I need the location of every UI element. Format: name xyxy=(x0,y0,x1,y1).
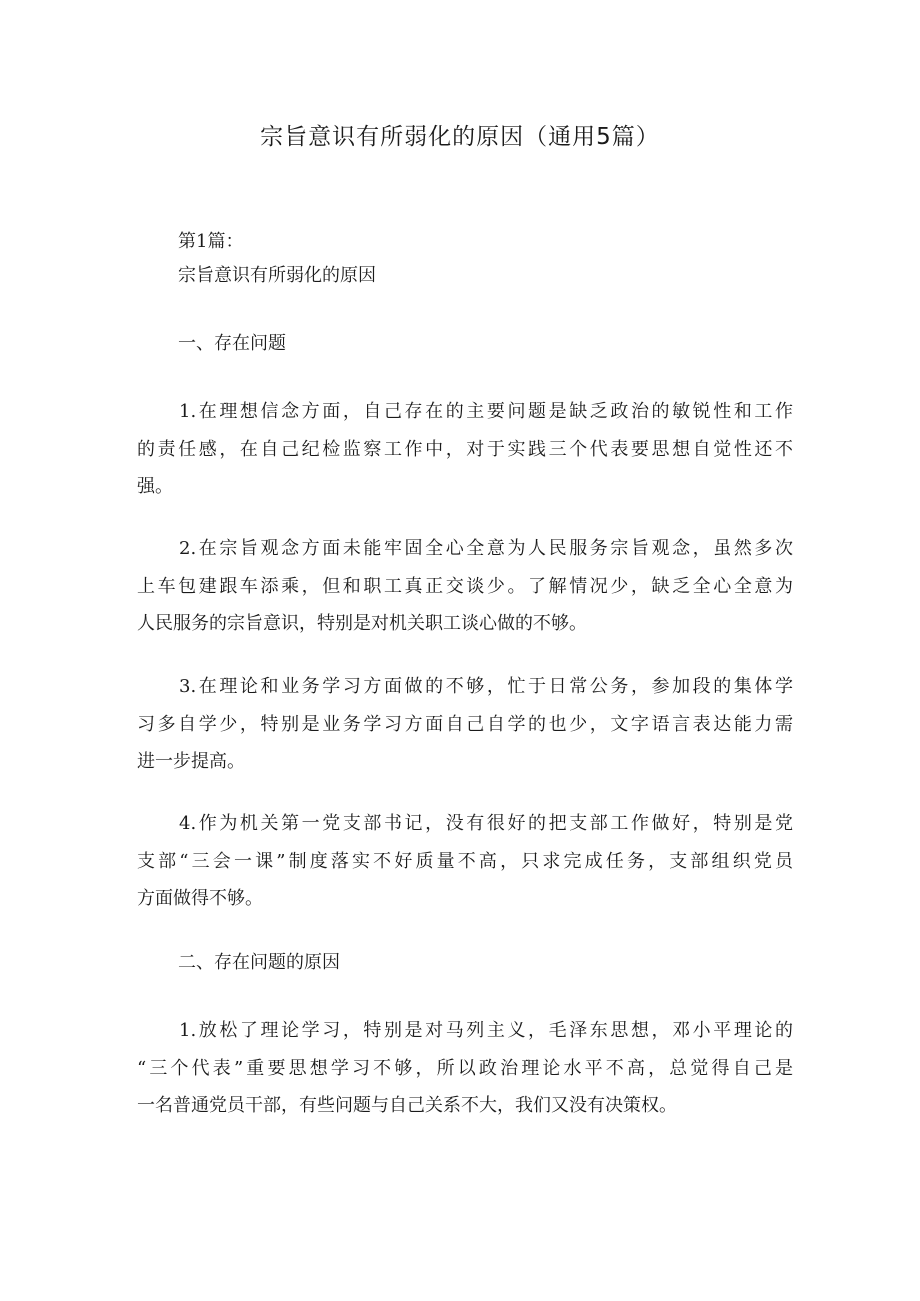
paragraph-line: 上车包建跟车添乘，但和职工真正交谈少。了解情况少，缺乏全心全意为 xyxy=(137,575,793,597)
paragraph-line: 人民服务的宗旨意识，特别是对机关职工谈心做的不够。 xyxy=(137,613,587,634)
problem-item-1 xyxy=(137,393,793,506)
document-title: 宗旨意识有所弱化的原因（通用5篇） xyxy=(260,124,660,150)
paragraph-line: 1.放松了理论学习，特别是对马列主义，毛泽东思想，邓小平理论的 xyxy=(179,1020,793,1041)
paragraph-line: 进一步提高。 xyxy=(137,751,245,772)
paragraph-line: 习多自学少，特别是业务学习方面自己自学的也少，文字语言表达能力需 xyxy=(137,713,793,735)
paragraph-line: 1.在理想信念方面，自己存在的主要问题是缺乏政治的敏锐性和工作 xyxy=(179,401,793,422)
article-title: 宗旨意识有所弱化的原因 xyxy=(178,265,376,286)
section-heading-problems: 一、存在问题 xyxy=(178,333,286,354)
paragraph-line: 支部“三会一课”制度落实不好质量不高，只求完成任务，支部组织党员 xyxy=(137,850,793,872)
section-heading-causes: 二、存在问题的原因 xyxy=(178,952,340,973)
paragraph-line: 方面做得不够。 xyxy=(137,888,263,909)
paragraph-line: 的责任感，在自己纪检监察工作中，对于实践三个代表要思想自觉性还不 xyxy=(137,438,793,460)
paragraph-line: 一名普通党员干部，有些问题与自己关系不大，我们又没有决策权。 xyxy=(137,1095,677,1116)
cause-item-1 xyxy=(137,1012,793,1125)
paragraph-line: 强。 xyxy=(137,476,173,497)
paragraph-line: 2.在宗旨观念方面未能牢固全心全意为人民服务宗旨观念，虽然多次 xyxy=(179,538,793,559)
problem-item-4 xyxy=(137,805,793,918)
paragraph-line: “三个代表”重要思想学习不够，所以政治理论水平不高，总觉得自己是 xyxy=(137,1057,793,1079)
problem-item-3 xyxy=(137,668,793,781)
problem-item-2 xyxy=(137,530,793,643)
paragraph-line: 4.作为机关第一党支部书记，没有很好的把支部工作做好，特别是党 xyxy=(179,813,793,834)
paragraph-line: 3.在理论和业务学习方面做的不够，忙于日常公务，参加段的集体学 xyxy=(179,676,793,697)
article-label: 第1篇： xyxy=(178,231,244,252)
